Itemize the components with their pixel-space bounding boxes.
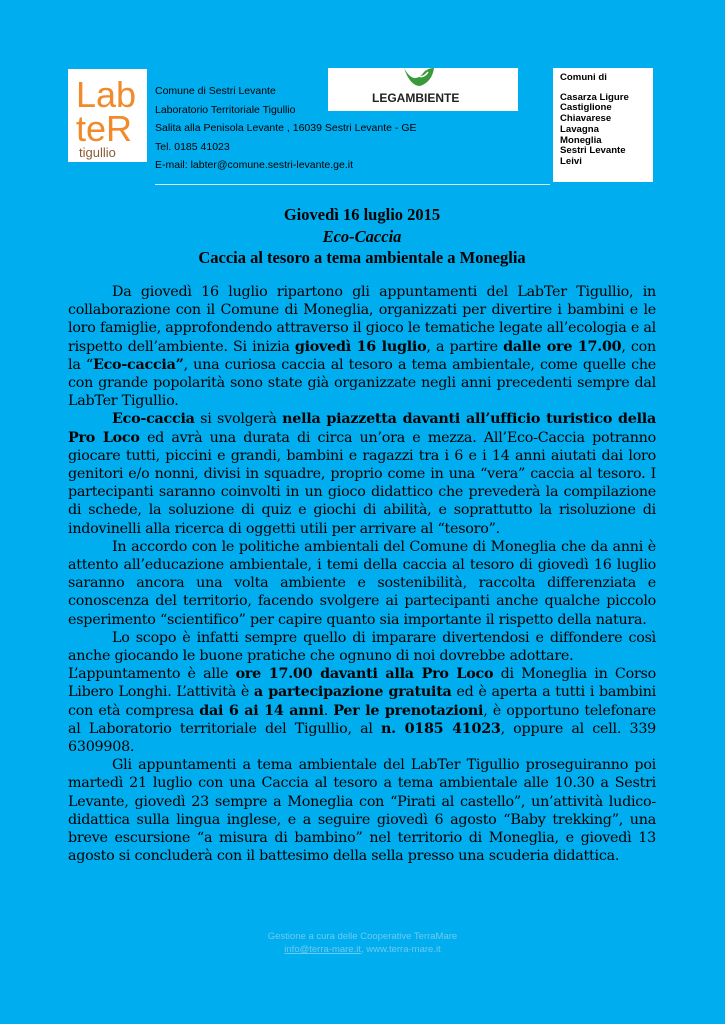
text-run-bold: a partecipazione gratuita: [253, 684, 452, 701]
paragraph-6: Gli appuntamenti a tema ambientale del LabTer Tigullio proseguiranno poi martedì 21 luglio con una Caccia al tesoro a tema ambientale alle 10.30 a Sestri Levante, giovedì 23 sempre a Moneglia con “Pirati al castello”, un’attività ludico-didattica sulla lingua inglese, e a seguire giovedì 6 agosto “Baby trekking”, una breve escursione “a misura di bambino” nel territorio di Moneglia, e giovedì 13 agosto si concluderà con il battesimo della sella presso una scuderia didattica.: [68, 757, 656, 865]
text-run: , a partire: [426, 338, 504, 355]
text-run-bold: dalle ore 17.00: [503, 338, 622, 355]
title-date: Giovedì 16 luglio 2015: [283, 205, 441, 224]
header-divider: [155, 184, 550, 185]
text-run-bold: Eco-caccia”: [92, 356, 184, 373]
text-run-bold: n. 0185 41023: [380, 720, 501, 737]
paragraph-1: [68, 283, 656, 410]
text-run-bold: Per le prenotazioni: [333, 702, 484, 719]
text-run-bold: nella piazzetta davanti all’ufficio turistico della Pro Loco: [68, 411, 657, 446]
footer-separator: ,: [360, 944, 367, 955]
comune-item: Castiglione Chiavarese: [560, 102, 612, 125]
comune-item: Lavagna: [560, 123, 599, 135]
legambiente-logo: [328, 68, 518, 111]
contact-laboratorio: Laboratorio Territoriale Tigullio: [155, 103, 296, 116]
text-run-bold: Eco-caccia: [112, 411, 195, 428]
legambiente-leaf-icon: [404, 68, 434, 86]
contact-email: E-mail: labter@comune.sestri-levante.ge.it: [155, 159, 353, 171]
paragraph-4: Lo scopo è infatti sempre quello di imparare divertendosi e diffondere così anche giocando le buone pratiche che ognuno di noi dovrebbe adottare.: [68, 629, 656, 665]
paragraph-5: [68, 665, 656, 756]
paragraph-3: In accordo con le politiche ambientali del Comune di Moneglia che da anni è attento all’educazione ambientale, i temi della caccia al tesoro di giovedì 16 luglio saranno ancora una volta ambiente e sostenibilità, raccolta differenziata e conoscenza del territorio, facendo svolgere ai partecipanti anche qualche piccolo esperimento “scientifico” per capire quanto sia importante il rispetto della natura.: [68, 538, 656, 628]
footer-links: [0, 943, 725, 956]
title-subtitle: Caccia al tesoro a tema ambientale a Moneglia: [198, 248, 526, 267]
text-run: L’appuntamento è alle: [68, 666, 236, 683]
footer-web-link[interactable]: www.terra-mare.it: [366, 944, 441, 955]
title-event: Eco-Caccia: [322, 227, 402, 246]
text-run: ed è aperta a tutti i bambini con età compresa: [68, 684, 656, 719]
text-run: , una curiosa caccia al tesoro a tema ambientale, come quelle che con grande popolarità sono state già organizzate negli anni precedenti sempre dal LabTer Tigullio.: [68, 356, 657, 410]
comune-item: Casarza Ligure: [560, 91, 629, 103]
contact-comune: Comune di Sestri Levante: [155, 85, 276, 97]
comune-item: Leivi: [560, 155, 582, 167]
comuni-box: [553, 68, 653, 182]
text-run: di Moneglia in Corso Libero Longhi. L’attività è: [68, 666, 656, 701]
text-run: , con la “: [68, 338, 656, 373]
contact-address: Salita alla Penisola Levante , 16039 Sestri Levante - GE: [155, 122, 417, 134]
labter-logo: [68, 69, 147, 162]
comuni-heading: Comuni di: [560, 72, 607, 83]
logo-text-tigullio: tigullio: [79, 145, 116, 160]
text-run: Da giovedì 16 luglio ripartono gli appuntamenti del LabTer Tigullio, in collaborazione con il Comune di Moneglia, organizzati per divertire i bambini e le loro famiglie, approfondendo attraverso il gioco le tematiche legate all’ecologia e al rispetto dell’ambiente. Si inizia: [68, 284, 656, 355]
text-run: ed avrà una durata di circa un’ora e mezza. All’Eco-Caccia potranno giocare tutti, piccini e grandi, bambini e ragazzi tra i 6 e i 14 anni aiutati dai loro genitori e/o nonni, divisi in squadre, proprio come in una “vera” caccia al tesoro. I partecipanti saranno coinvolti in un gioco didattico che prevederà la compilazione di schede, la soluzione di quiz e giochi di abilità, e soprattutto la risoluzione di indovinelli alla ricerca di oggetti utili per arrivare al “tesoro”.: [68, 429, 656, 537]
legambiente-name: LEGAMBIENTE: [372, 91, 460, 105]
comune-item: Moneglia: [560, 134, 602, 146]
text-run: , è opportuno telefonare al Laboratorio territoriale del Tigullio, al: [68, 702, 657, 737]
text-run-bold: ore 17.00 davanti alla Pro Loco: [235, 666, 494, 683]
text-run-bold: giovedì 16 luglio: [294, 338, 427, 355]
text-run-bold: dai 6 ai 14 anni: [199, 702, 324, 719]
text-run: .: [323, 702, 334, 719]
text-run: si svolgerà: [194, 411, 283, 428]
paragraph-2: [68, 410, 656, 537]
contact-tel: Tel. 0185 41023: [155, 140, 230, 153]
footer-email-link[interactable]: info@terra-mare.it: [284, 944, 361, 955]
article-body: [68, 283, 656, 866]
comune-item: Sestri Levante: [560, 145, 626, 157]
logo-text-ter: teR: [76, 108, 133, 149]
logo-text-lab: Lab: [76, 74, 137, 115]
text-run: , oppure al cell. 339 6309908.: [68, 720, 657, 756]
footer-cooperative: Gestione a cura delle Cooperative TerraMare: [267, 931, 458, 942]
